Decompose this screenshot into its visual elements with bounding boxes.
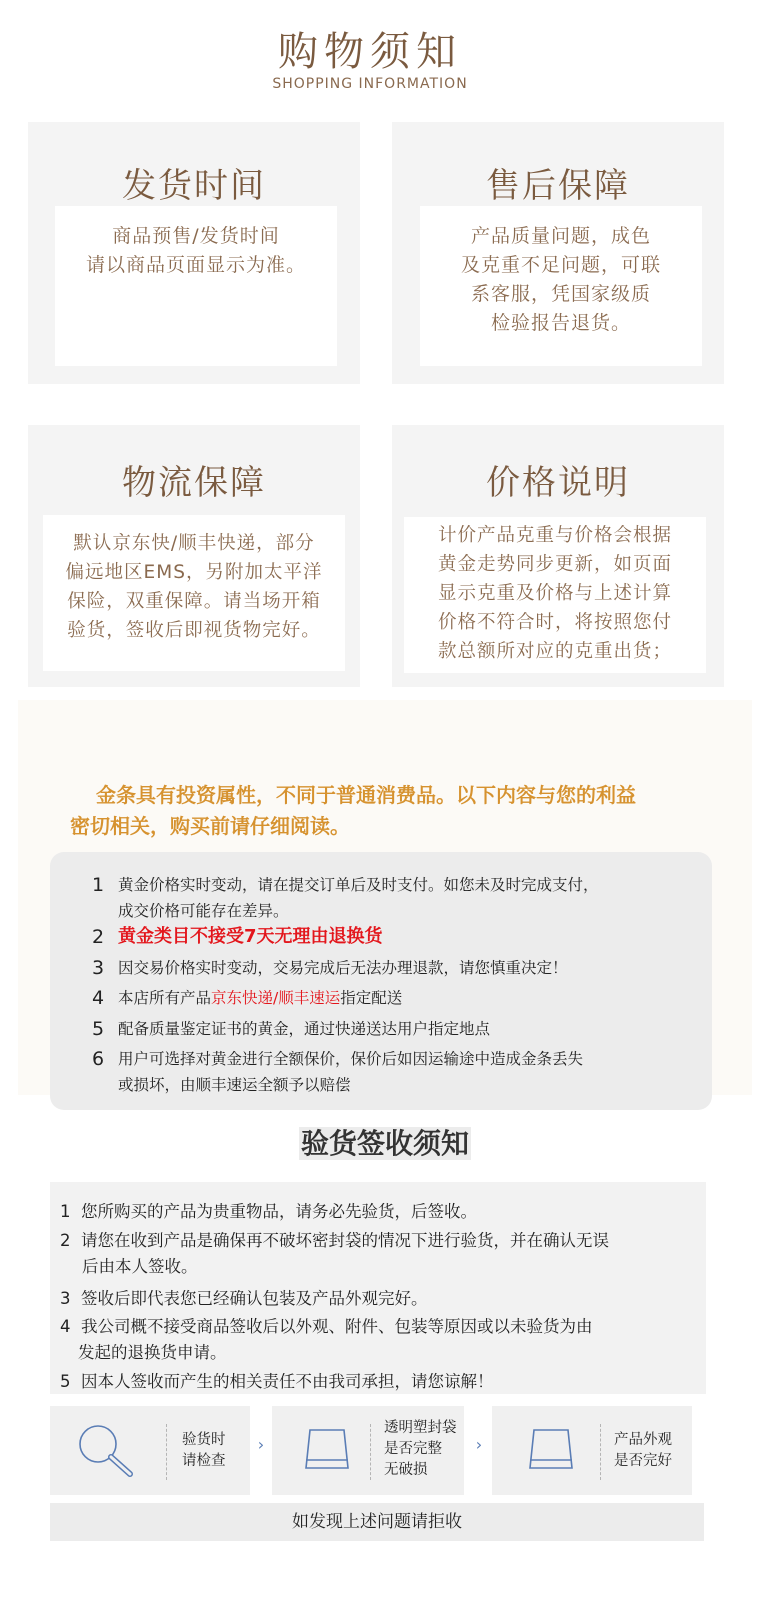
reject-notice: 如发现上述问题请拒收 xyxy=(50,1503,704,1541)
card-line: 产品质量问题，成色 xyxy=(470,225,651,247)
check-step xyxy=(492,1406,692,1495)
notice-item-text: 黄金价格实时变动，请在提交订单后及时支付。如您未及时完成支付， xyxy=(118,876,599,894)
card-body xyxy=(420,206,702,366)
card-line: 款总额所对应的克重出货； xyxy=(437,641,672,662)
check-item-text: 我公司概不接受商品签收后以外观、附件、包装等原因或以未验货为由 xyxy=(81,1317,593,1336)
notice-item-text: 黄金类目不接受7天无理由退换货 xyxy=(118,926,383,947)
card-line: 显示克重及价格与上述计算 xyxy=(437,583,672,604)
notice-item-text: 成交价格可能存在差异。 xyxy=(118,902,289,920)
card-line: 及克重不足问题，可联 xyxy=(460,254,661,276)
notice-item-text: 本店所有产品 xyxy=(118,989,212,1007)
card-line: 默认京东快/顺丰快递，部分 xyxy=(73,533,315,554)
check-item-text: 发起的退换货申请。 xyxy=(78,1343,227,1362)
check-item-text: 请您在收到产品是确保再不破坏密封袋的情况下进行验货，并在确认无误 xyxy=(81,1231,609,1250)
card-line: 验货，签收后即视货物完好。 xyxy=(67,620,321,641)
package-box-icon xyxy=(526,1422,576,1478)
step-text: 验货时 xyxy=(182,1432,226,1448)
check-item-text: 签收后即代表您已经确认包装及产品外观完好。 xyxy=(81,1289,428,1308)
card-line: 黄金走势同步更新，如页面 xyxy=(437,554,672,575)
notice-item-text: 或损坏，由顺丰速运全额予以赔偿 xyxy=(118,1076,351,1094)
card-logistics xyxy=(28,425,360,687)
notice-item-number: 1 xyxy=(92,874,105,896)
card-title: 发货时间 xyxy=(122,166,266,206)
notice-item xyxy=(92,872,692,924)
notice-item-text: 因交易价格实时变动，交易完成后无法办理退款，请您慎重决定！ xyxy=(118,959,568,977)
card-title: 物流保障 xyxy=(122,463,266,503)
check-item-text: 后由本人签收。 xyxy=(82,1257,198,1276)
step-text: 无破损 xyxy=(384,1462,428,1478)
step-text: 透明塑封袋 xyxy=(384,1420,457,1436)
card-title: 售后保障 xyxy=(486,166,630,206)
card-body xyxy=(43,515,345,671)
notice-heading-line: 密切相关，购买前请仔细阅读。 xyxy=(70,814,350,838)
check-title xyxy=(0,1122,770,1162)
check-item xyxy=(60,1228,700,1280)
check-item xyxy=(60,1369,700,1395)
card-line: 商品预售/发货时间 xyxy=(112,225,280,247)
notice-item-number: 4 xyxy=(92,987,105,1009)
check-item-number: 5 xyxy=(60,1372,71,1391)
notice-item-text: 用户可选择对黄金进行全额保价，保价后如因运输途中造成金条丢失 xyxy=(118,1050,584,1068)
notice-item xyxy=(92,924,692,951)
card-line: 系客服，凭国家级质 xyxy=(470,283,651,305)
notice-item xyxy=(92,955,692,982)
notice-heading xyxy=(70,780,720,842)
check-item-number: 4 xyxy=(60,1317,71,1336)
check-item xyxy=(60,1286,700,1312)
notice-item-text: 配备质量鉴定证书的黄金，通过快递送达用户指定地点 xyxy=(118,1020,491,1038)
check-item xyxy=(60,1314,700,1366)
card-body xyxy=(55,206,337,366)
notice-item-number: 3 xyxy=(92,957,105,979)
card-line: 价格不符合时，将按照您付 xyxy=(437,612,672,633)
notice-item-number: 2 xyxy=(92,926,105,948)
check-title-text: 验货签收须知 xyxy=(300,1127,469,1160)
card-line: 请以商品页面显示为准。 xyxy=(85,254,306,276)
chevron-right-icon: › xyxy=(257,1435,265,1454)
chevron-right-icon: › xyxy=(475,1435,483,1454)
step-text: 请检查 xyxy=(182,1453,226,1469)
check-step xyxy=(50,1406,250,1495)
notice-heading-line: 金条具有投资属性，不同于普通消费品。以下内容与您的利益 xyxy=(96,783,636,807)
card-line: 检验报告退货。 xyxy=(490,312,631,334)
notice-item xyxy=(92,985,692,1012)
package-bag-icon xyxy=(302,1422,352,1478)
card-body xyxy=(404,517,706,673)
check-item xyxy=(60,1199,700,1225)
card-shipping-time xyxy=(28,122,360,384)
card-price-info xyxy=(392,425,724,687)
check-item-number: 3 xyxy=(60,1289,71,1308)
notice-item-number: 5 xyxy=(92,1018,105,1040)
card-line: 保险，双重保障。请当场开箱 xyxy=(67,591,321,612)
notice-item xyxy=(92,1016,692,1043)
magnifier-icon xyxy=(72,1420,144,1480)
step-text: 是否完好 xyxy=(614,1453,672,1469)
page-title: 购物须知 xyxy=(278,29,462,75)
step-text: 是否完整 xyxy=(384,1441,442,1457)
card-line: 偏远地区EMS，另附加太平洋 xyxy=(65,562,323,583)
check-item-number: 2 xyxy=(60,1231,71,1250)
check-step xyxy=(272,1406,464,1495)
card-after-sales xyxy=(392,122,724,384)
notice-item xyxy=(92,1046,692,1098)
page-subtitle: SHOPPING INFORMATION xyxy=(272,76,468,92)
notice-item-highlight: 京东快递/顺丰速运 xyxy=(211,989,341,1007)
card-title: 价格说明 xyxy=(486,463,630,503)
check-item-number: 1 xyxy=(60,1202,71,1221)
card-line: 计价产品克重与价格会根据 xyxy=(437,525,672,546)
check-item-text: 因本人签收而产生的相关责任不由我司承担，请您谅解！ xyxy=(81,1372,494,1391)
step-text: 产品外观 xyxy=(614,1432,672,1448)
check-item-text: 您所购买的产品为贵重物品，请务必先验货，后签收。 xyxy=(81,1202,477,1221)
notice-item-number: 6 xyxy=(92,1048,105,1070)
notice-item-text: 指定配送 xyxy=(340,989,403,1007)
